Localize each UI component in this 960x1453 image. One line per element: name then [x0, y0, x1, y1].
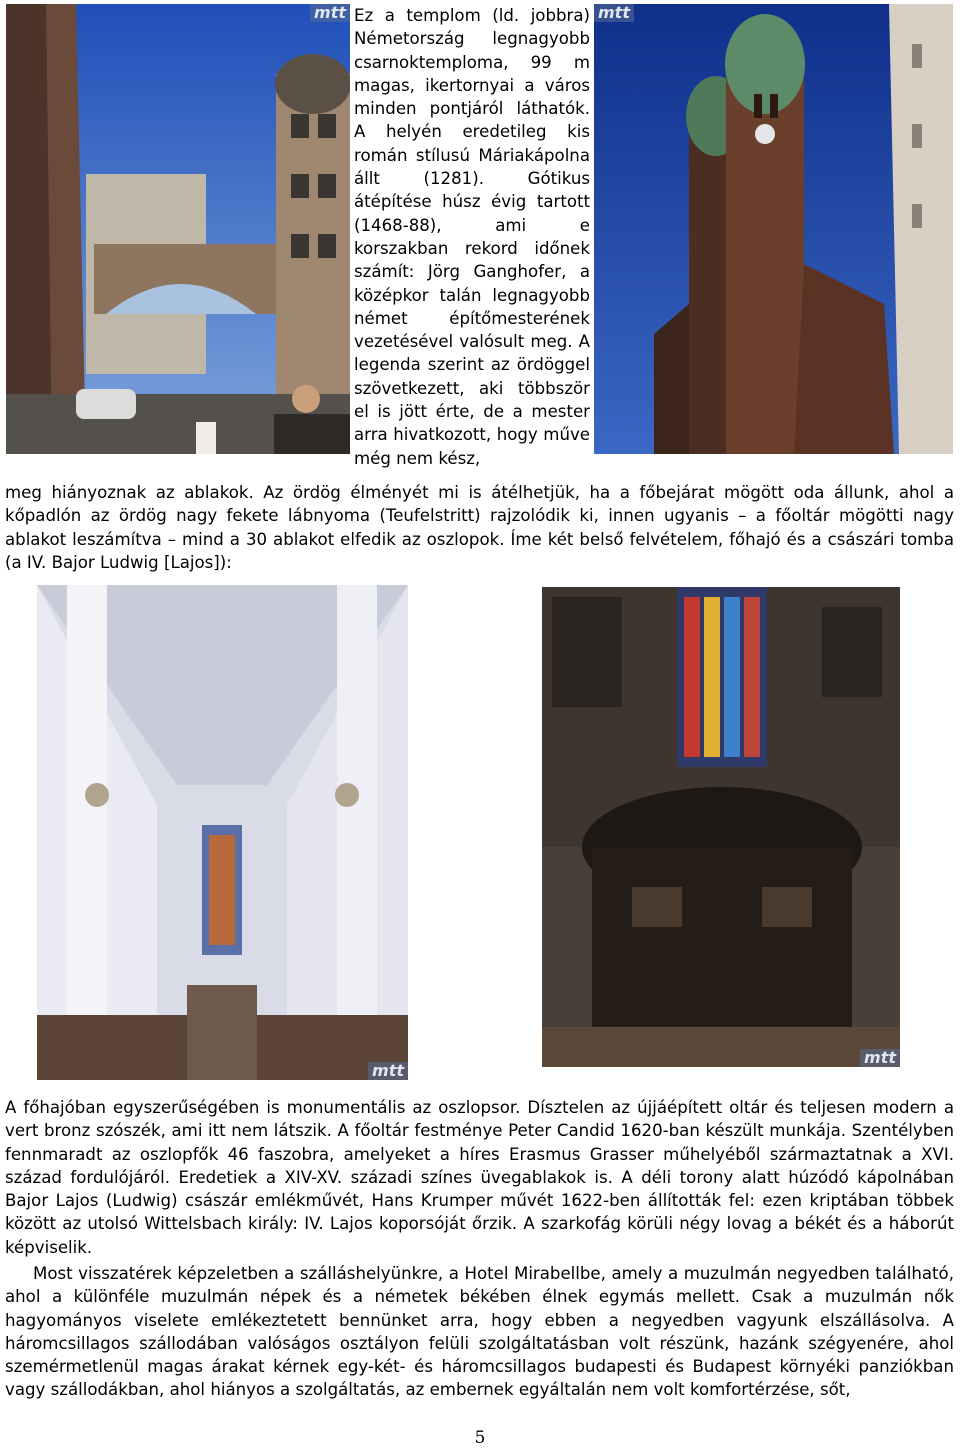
paragraph-3: Most visszatérek képzeletben a szálláshelyünkre, a Hotel Mirabellbe, amely a muzulmán negyedben található, ahol a különféle muzulmán népek és a németek békében élnek egymás mellett. Csak a muzulmán nők hagyományos viselete emlékeztetett bennünket arra, hogy ebben a negyedben vagyunk elszállásolva. A háromcsillagos szállodában valóságos osztályon felüli szolgáltatásban volt részünk, hazánk szégyenére, ahol szemérmetlenül magas árakat kérnek egy-két- és háromcsillagos budapesti és Budapest környéki panziókban vagy szállodákban, ahol hiányos a szolgáltatás, az embernek egyáltalán nem volt komfortérzése, sőt, — [5, 1264, 954, 1400]
intro-text-column — [354, 4, 590, 470]
watermark-logo: mtt — [368, 1062, 408, 1080]
frauenkirche-photo — [594, 4, 953, 454]
street-photo — [6, 4, 350, 454]
paragraph-2: A főhajóban egyszerűségében is monumentális az oszlopsor. Dísztelen az újjáépített oltár és teljesen modern a vert bronz szószék, ami itt nem látszik. A főoltár festménye Peter Candid 1620-ban készült munkája. Szentélyben fennmaradt az oszlopfők 46 faszobra, amelyeket a híres Erasmus Grasser műhelyéből származtatnak a XVI. század fordulójáról. Eredetiek a XIV-XV. századi színes üvegablakok is. A déli torony alatt húzódó kápolnában Bajor Lajos (Ludwig) császár emlékművét, Hans Krumper művét 1622-ben állították fel: ezen kriptában többek között az utolsó Wittelsbach király: IV. Lajos koporsóját őrzik. A szarkofág körüli négy lovag a békét és a háborút képviselik. — [5, 1098, 954, 1257]
watermark-logo: mtt — [860, 1049, 900, 1067]
watermark-logo: mtt — [310, 4, 350, 22]
paragraph-3-block — [5, 1262, 954, 1402]
paragraph-2-block — [5, 1096, 954, 1259]
watermark-logo: mtt — [594, 4, 634, 22]
paragraph-1-continuation — [5, 481, 954, 574]
paragraph-1-wrap: Ez a templom (ld. jobbra) Németország legnagyobb csarnoktemploma, 99 m magas, ikertornyai a város minden pontjáról láthatók. A helyén eredetileg kis román stílusú Máriakápolna állt (1281). Gótikus átépítése húsz évig tartott (1468-88), ami e korszakban rekord időnek számít: Jörg Ganghofer, a középkor talán legnagyobb német építőmesterének vezetésével valósult meg. A legenda szerint az ördöggel szövetkezett, aki többször el is jött érte, de a mester arra hivatkozott, hogy műve még nem kész, — [354, 6, 590, 468]
paragraph-1-rest: meg hiányoznak az ablakok. Az ördög élményét mi is átélhetjük, ha a főbejárat mögött oda állunk, ahol a kőpadlón az ördög nagy fekete lábnyoma (Teufelstritt) rajzolódik ki, innen ugyanis – a főoltár mögötti nagy ablakot leszámítva – mind a 30 ablakot elfedik az oszlopok. Íme két belső felvételem, főhajó és a császári tomba (a IV. Bajor Ludwig [Lajos]): — [5, 483, 954, 572]
page-number: 5 — [474, 1428, 486, 1448]
tomb-photo — [542, 587, 900, 1067]
nave-photo — [37, 585, 408, 1080]
